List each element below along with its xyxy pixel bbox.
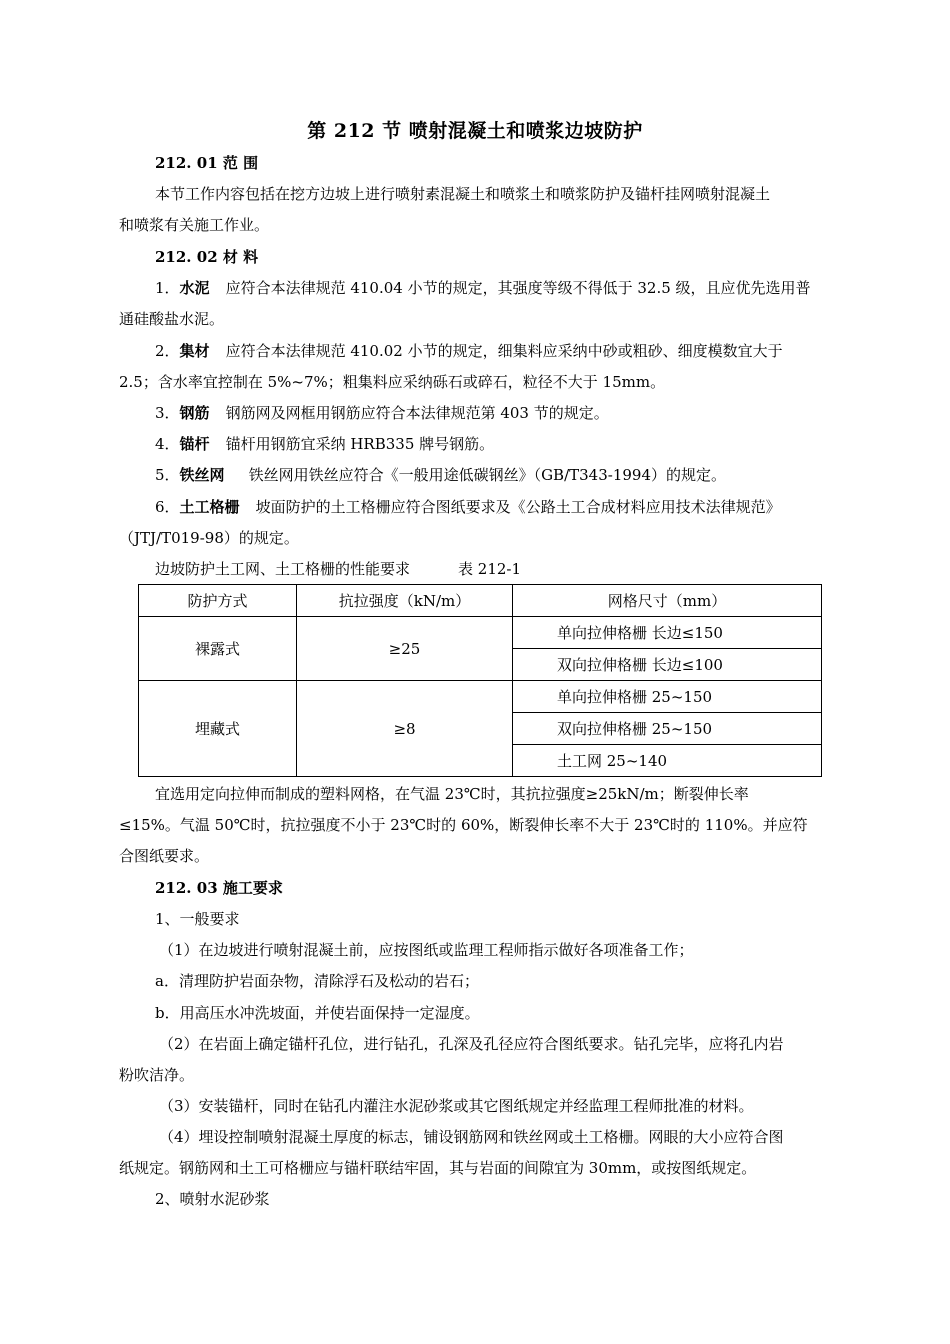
table-header-cell: 抗拉强度（kN/m）: [297, 585, 513, 617]
item-number: 6．: [155, 498, 180, 516]
item-number: 1．: [155, 279, 180, 297]
item-text: 应符合本法律规范 410.04 小节的规定，其强度等级不得低于 32.5 级，且应优先选用普: [225, 279, 811, 297]
scope-paragraph-line-1: 本节工作内容包括在挖方边坡上进行喷射素混凝土和喷浆土和喷浆防护及锚杆挂网喷射混凝土: [155, 185, 771, 203]
item-text: 应符合本法律规范 410.02 小节的规定，细集料应采纳中砂或粗砂、细度模数宜大于: [225, 342, 783, 360]
table-cell-size: 单向拉伸格栅 长边≤150: [513, 617, 822, 649]
heading-212-03: 212. 03 施工要求: [155, 879, 283, 897]
requirement-1a: a．清理防护岩面杂物，清除浮石及松动的岩石；: [155, 972, 479, 990]
item-number: 2．: [155, 342, 180, 360]
material-item-geogrid-cont: （JTJ/T019-98）的规定。: [119, 529, 299, 547]
heading-212-01: 212. 01 范 围: [155, 154, 259, 172]
table-caption: [155, 559, 521, 579]
heading-212-02: 212. 02 材 料: [155, 248, 259, 266]
table-header-row: [139, 585, 822, 617]
section-title: 第 212 节 喷射混凝土和喷浆边坡防护: [307, 120, 643, 142]
table-cell-size: 双向拉伸格栅 25~150: [513, 713, 822, 745]
geogrid-note-line-3: 合图纸要求。: [119, 847, 210, 865]
table-caption-text: 边坡防护土工网、土工格栅的性能要求: [155, 560, 411, 578]
item-number: 3．: [155, 404, 180, 422]
item-number: 4．: [155, 435, 180, 453]
material-item-geogrid: [155, 497, 781, 517]
table-cell-type: 裸露式: [139, 617, 297, 681]
material-item-aggregate-cont: 2.5；含水率宜控制在 5%~7%；粗集料应采纳砾石或碎石，粒径不大于 15mm。: [119, 373, 666, 391]
material-item-rebar: [155, 403, 609, 423]
requirement-2-line-2: 粉吹洁净。: [119, 1066, 195, 1084]
shotcrete-mortar-heading: 2、喷射水泥砂浆: [155, 1190, 270, 1208]
material-item-aggregate: [155, 341, 783, 361]
item-term: 集材: [179, 342, 210, 360]
general-requirements-heading: 1、一般要求: [155, 910, 240, 928]
table-cell-strength: ≥8: [297, 681, 513, 777]
table-cell-size: 土工网 25~140: [513, 745, 822, 777]
table-cell-strength: ≥25: [297, 617, 513, 681]
item-number: 5．: [155, 466, 180, 484]
table-cell-size: 双向拉伸格栅 长边≤100: [513, 649, 822, 681]
material-item-cement-cont: 通硅酸盐水泥。: [119, 310, 225, 328]
requirement-1: （1）在边坡进行喷射混凝土前，应按图纸或监理工程师指示做好各项准备工作；: [159, 941, 694, 959]
requirement-2-line-1: （2）在岩面上确定锚杆孔位，进行钻孔，孔深及孔径应符合图纸要求。钻孔完毕，应将孔内岩: [159, 1035, 784, 1053]
table-cell-type: 埋藏式: [139, 681, 297, 777]
performance-table: [138, 584, 822, 777]
table-row: [139, 617, 822, 649]
item-term: 水泥: [179, 279, 210, 297]
material-item-anchor: [155, 434, 494, 454]
geogrid-note-line-1: 宜选用定向拉伸而制成的塑料网格，在气温 23℃时，其抗拉强度≥25kN/m；断裂伸长率: [155, 785, 749, 803]
table-number: 表 212-1: [458, 560, 522, 578]
item-text: 锚杆用钢筋宜采纳 HRB335 牌号钢筋。: [225, 435, 495, 453]
table-header-cell: 网格尺寸（mm）: [513, 585, 822, 617]
requirement-4-line-2: 纸规定。钢筋网和土工可格栅应与锚杆联结牢固，其与岩面的间隙宜为 30mm，或按图纸规定。: [119, 1159, 757, 1177]
table-row: [139, 681, 822, 713]
material-item-cement: [155, 278, 811, 298]
table-header-cell: 防护方式: [139, 585, 297, 617]
material-item-wire-mesh: [155, 465, 726, 485]
geogrid-note-line-2: ≤15%。气温 50℃时，抗拉强度不小于 23℃时的 60%，断裂伸长率不大于 23℃时的 110%。并应符: [119, 816, 808, 834]
item-term: 锚杆: [179, 435, 210, 453]
item-term: 土工格栅: [179, 498, 240, 516]
item-term: 铁丝网: [179, 466, 225, 484]
table-cell-size: 单向拉伸格栅 25~150: [513, 681, 822, 713]
requirement-3: （3）安装锚杆，同时在钻孔内灌注水泥砂浆或其它图纸规定并经监理工程师批准的材料。: [159, 1097, 754, 1115]
item-term: 钢筋: [179, 404, 210, 422]
requirement-4-line-1: （4）埋设控制喷射混凝土厚度的标志，铺设钢筋网和铁丝网或土工格栅。网眼的大小应符合图: [159, 1128, 784, 1146]
item-text: 坡面防护的土工格栅应符合图纸要求及《公路土工合成材料应用技术法律规范》: [255, 498, 781, 516]
scope-paragraph-line-2: 和喷浆有关施工作业。: [119, 216, 270, 234]
item-text: 钢筋网及网框用钢筋应符合本法律规范第 403 节的规定。: [225, 404, 609, 422]
item-text: 铁丝网用铁丝应符合《一般用途低碳钢丝》（GB/T343-1994）的规定。: [248, 466, 727, 484]
requirement-1b: b．用高压水冲洗坡面，并使岩面保持一定湿度。: [155, 1004, 480, 1022]
